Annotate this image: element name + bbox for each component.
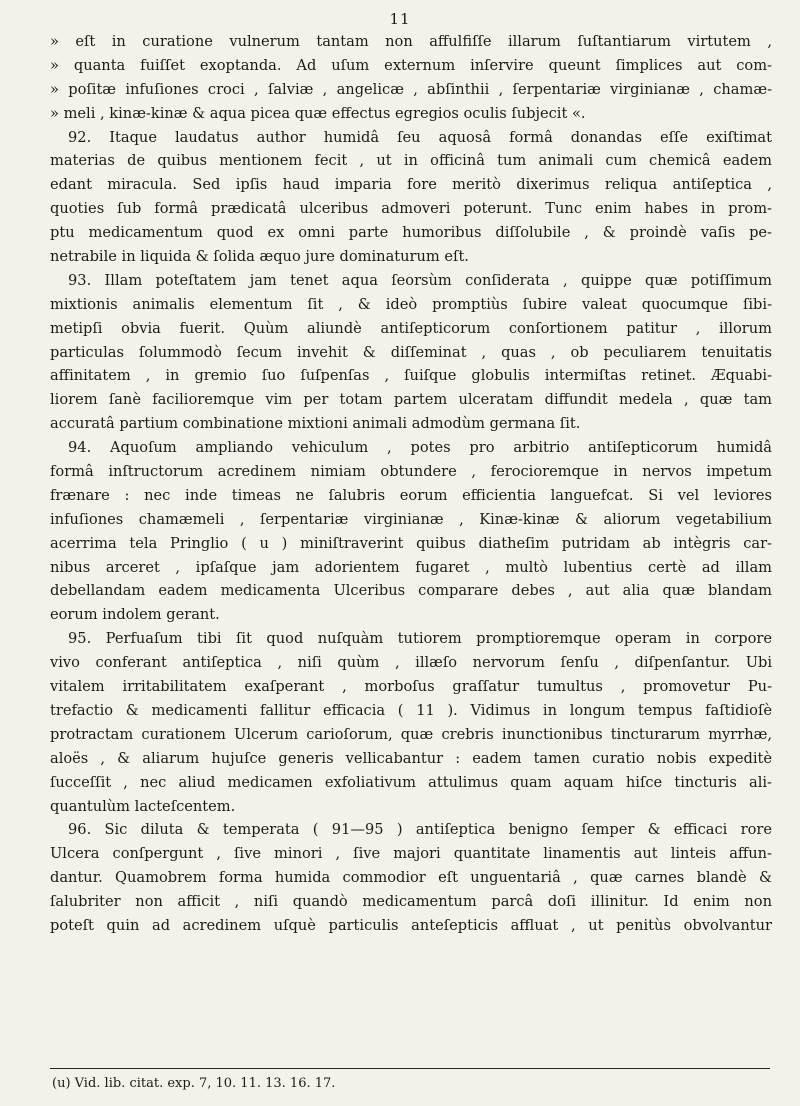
text-line: accuratâ partium combinatione mixtioni animali admodùm germana ſit. [50, 415, 581, 433]
text-line: dantur. Quamobrem forma humida commodior eſt unguentariâ , quæ carnes blandè & [50, 869, 772, 887]
text-line: infuſiones chamæmeli , ſerpentariæ virginianæ , Kinæ-kinæ & aliorum vegetabilium [50, 510, 772, 528]
text-line: ptu medicamentum quod ex omni parte humoribus diſſolubile , & proindè vaſis pe- [50, 224, 772, 242]
text-line: quantulùm lacteſcentem. [50, 797, 236, 815]
text-line: formâ inſtructorum acredinem nimiam obtundere , ferocioremque in nervos impetum [50, 463, 772, 481]
text-line: trefactio & medicamenti fallitur efficacia ( 11 ). Vidimus in longum tempus faſtidioſè [50, 701, 772, 719]
page-number: 11 [389, 10, 411, 28]
text-line: nibus arceret , ipſaſque jam adorientem fugaret , multò lubentius certè ad illam [50, 558, 772, 576]
paragraph-95-start: 95. Perfuaſum tibi ſit quod nuſquàm tutiorem promptioremque operam in corpore [68, 630, 772, 648]
text-line: netrabile in liquida & ſolida æquo jure dominaturum eſt. [50, 248, 469, 266]
text-line: materias de quibus mentionem fecit , ut in officinâ tum animali cum chemicâ eadem [50, 152, 772, 170]
text-line: ſucceſſit , nec aliud medicamen exfoliativum attulimus quam aquam hiſce tincturis ali- [50, 773, 772, 791]
text-line: edant miracula. Sed ipſis haud imparia fore meritò dixerimus reliqua antiſeptica , [50, 176, 772, 194]
text-line: Ulcera conſpergunt , ſive minori , ſive majori quantitate linamentis aut linteis affun- [50, 845, 772, 863]
text-line: » quanta fuiſſet exoptanda. Ad uſum externum inſervire queunt ſimplices aut com- [50, 56, 772, 74]
paragraph-92-start: 92. Itaque laudatus author humidâ ſeu aquosâ formâ donandas eſſe exiſtimat [68, 128, 772, 146]
paragraph-96-start: 96. Sic diluta & temperata ( 91—95 ) antiſeptica benigno ſemper & efficaci rore [68, 821, 772, 839]
text-line: quoties ſub formâ prædicatâ ulceribus admoveri poterunt. Tunc enim habes in prom- [50, 200, 772, 218]
text-line: protractam curationem Ulcerum carioſorum, quæ crebris inunctionibus tincturarum myrrhæ, [50, 725, 772, 743]
text-line: vitalem irritabilitatem exaſperant , morboſus graſſatur tumultus , promovetur Pu- [50, 678, 772, 696]
text-line: » poſitæ infuſiones croci , ſalviæ , angelicæ , abſinthii , ſerpentariæ virginianæ , chamæ- [50, 80, 772, 98]
text-line: liorem ſanè facilioremque vim per totam partem ulceratam diffundit medela , quæ tam [50, 391, 772, 409]
text-line: ſalubriter non afficit , niſi quandò medicamentum parcâ doſi illinitur. Id enim non [50, 893, 772, 911]
text-line: » meli , kinæ-kinæ & aqua picea quæ effectus egregios oculis ſubjecit «. [50, 104, 586, 122]
text-line: poteſt quin ad acredinem uſquè particulis anteſepticis affluat , ut penitùs obvolvantur [50, 916, 772, 934]
footnote: (u) Vid. lib. citat. exp. 7, 10. 11. 13. 16. 17. [52, 1076, 336, 1091]
paragraph-94-start: 94. Aquoſum ampliando vehiculum , potes pro arbitrio antiſepticorum humidâ [68, 439, 772, 457]
text-line: metipſi obvia fuerit. Quùm aliundè antiſepticorum conſortionem patitur , illorum [50, 319, 772, 337]
body-text [50, 30, 772, 938]
text-line: » eſt in curatione vulnerum tantam non affulfiſſe illarum ſuſtantiarum virtutem , [50, 33, 772, 50]
text-line: vivo conferant antiſeptica , niſi quùm , illæſo nervorum ſenſu , diſpenſantur. Ubi [50, 654, 772, 672]
text-line: debellandam eadem medicamenta Ulceribus comparare debes , aut alia quæ blandam [50, 582, 772, 600]
footnote-divider [50, 1068, 770, 1069]
text-line: aloës , & aliarum hujuſce generis vellicabantur : eadem tamen curatio nobis expeditè [50, 749, 772, 767]
text-line: acerrima tela Pringlio ( u ) miniſtraverint quibus diatheſim putridam ab intègris car- [50, 534, 772, 552]
text-line: mixtionis animalis elementum ſit , & ideò promptiùs ſubire valeat quocumque ſibi- [50, 295, 772, 313]
text-line: eorum indolem gerant. [50, 606, 220, 624]
paragraph-93-start: 93. Illam poteſtatem jam tenet aqua ſeorsùm conſiderata , quippe quæ potiſſimum [68, 271, 772, 289]
text-line: particulas ſolummodò ſecum invehit & diſſeminat , quas , ob peculiarem tenuitatis [50, 343, 772, 361]
text-line: affinitatem , in gremio ſuo ſuſpenſas , ſuiſque globulis intermiſtas retinet. Æquabi- [50, 367, 772, 385]
text-line: frænare : nec inde timeas ne ſalubris eorum efficientia languefcat. Si vel leviores [50, 486, 772, 504]
